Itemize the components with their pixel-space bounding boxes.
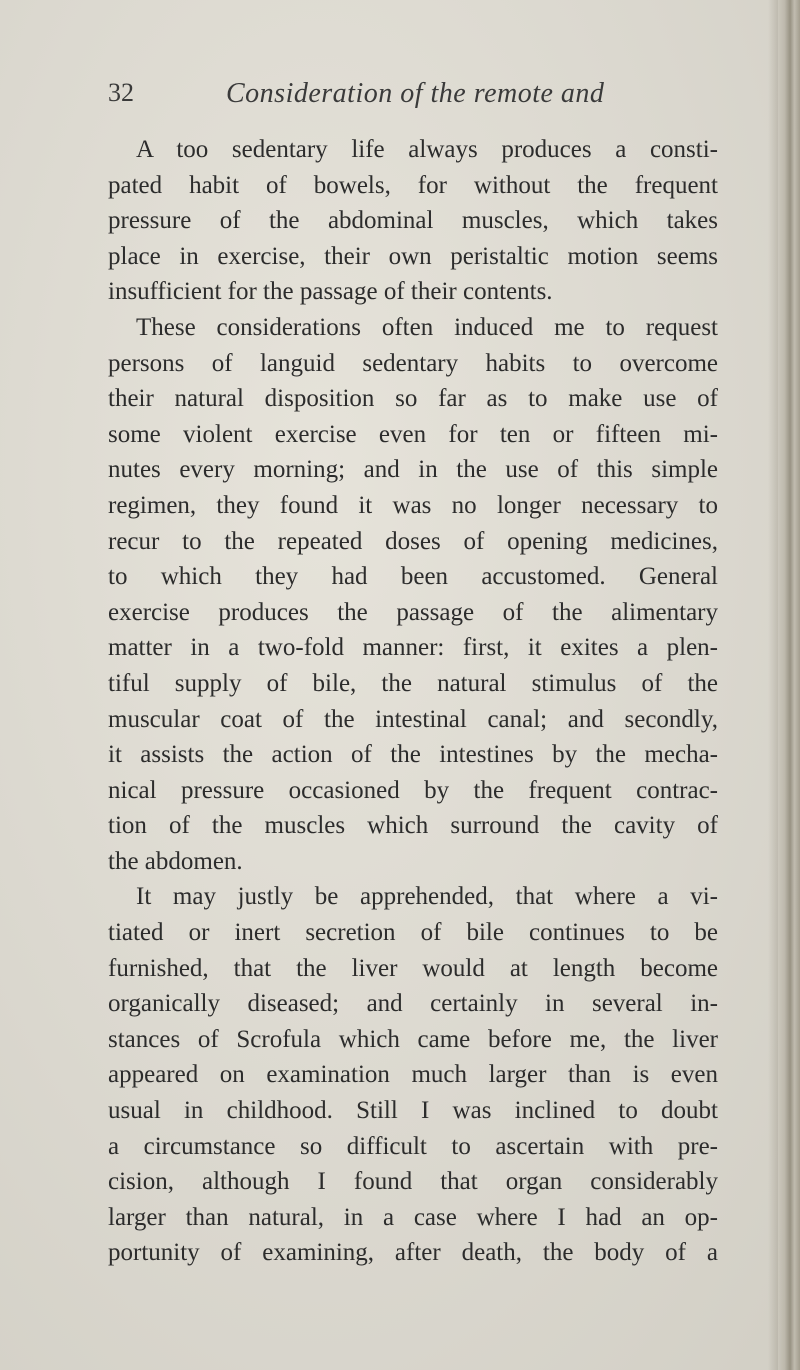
text-line: regimen, they found it was no longer necessary to xyxy=(108,491,718,519)
text-line: These considerations often induced me to request xyxy=(136,313,718,341)
text-line: stances of Scrofula which came before me, the liver xyxy=(108,1025,718,1053)
text-line: pated habit of bowels, for without the frequent xyxy=(108,171,718,199)
text-line: exercise produces the passage of the alimentary xyxy=(108,598,718,626)
text-line: place in exercise, their own peristaltic motion seems xyxy=(108,242,718,270)
text-line: pressure of the abdominal muscles, which takes xyxy=(108,207,718,235)
text-line: nutes every morning; and in the use of this simple xyxy=(108,456,718,484)
text-line: to which they had been accustomed. General xyxy=(108,563,718,591)
text-line: a circumstance so difficult to ascertain with pre- xyxy=(108,1132,718,1160)
text-line: tion of the muscles which surround the cavity of xyxy=(108,812,718,840)
page-header xyxy=(108,78,628,118)
text-line: recur to the repeated doses of opening medicines, xyxy=(108,527,718,555)
text-line: tiful supply of bile, the natural stimulus of the xyxy=(108,669,718,697)
page-edge xyxy=(778,0,800,1370)
text-line: muscular coat of the intestinal canal; and secondly, xyxy=(108,705,718,733)
text-line: larger than natural, in a case where I had an op- xyxy=(108,1203,718,1231)
text-line: tiated or inert secretion of bile continues to be xyxy=(108,919,718,947)
running-head: Consideration of the remote and xyxy=(226,78,605,109)
text-line: organically diseased; and certainly in several in- xyxy=(108,990,718,1018)
text-line: appeared on examination much larger than is even xyxy=(108,1061,718,1089)
text-line: furnished, that the liver would at length become xyxy=(108,954,718,982)
text-line: portunity of examining, after death, the body of a xyxy=(108,1239,718,1267)
page-number: 32 xyxy=(108,78,134,107)
page-edge-shadow xyxy=(768,0,778,1370)
text-line: A too sedentary life always produces a consti- xyxy=(136,136,718,163)
text-line: nical pressure occasioned by the frequent contrac- xyxy=(108,776,718,804)
body-text xyxy=(108,132,718,1271)
text-line: cision, although I found that organ considerably xyxy=(108,1168,718,1196)
text-line: It may justly be apprehended, that where a vi- xyxy=(136,883,718,911)
text-line: their natural disposition so far as to make use of xyxy=(108,385,718,413)
text-line: some violent exercise even for ten or fifteen mi- xyxy=(108,420,718,448)
text-line: persons of languid sedentary habits to overcome xyxy=(108,349,718,377)
text-line: the abdomen. xyxy=(108,847,243,875)
text-line: insufficient for the passage of their contents. xyxy=(108,278,553,306)
text-line: usual in childhood. Still I was inclined to doubt xyxy=(108,1097,718,1125)
text-line: it assists the action of the intestines by the mecha- xyxy=(108,741,718,769)
text-line: matter in a two-fold manner: first, it exites a plen- xyxy=(108,634,718,662)
